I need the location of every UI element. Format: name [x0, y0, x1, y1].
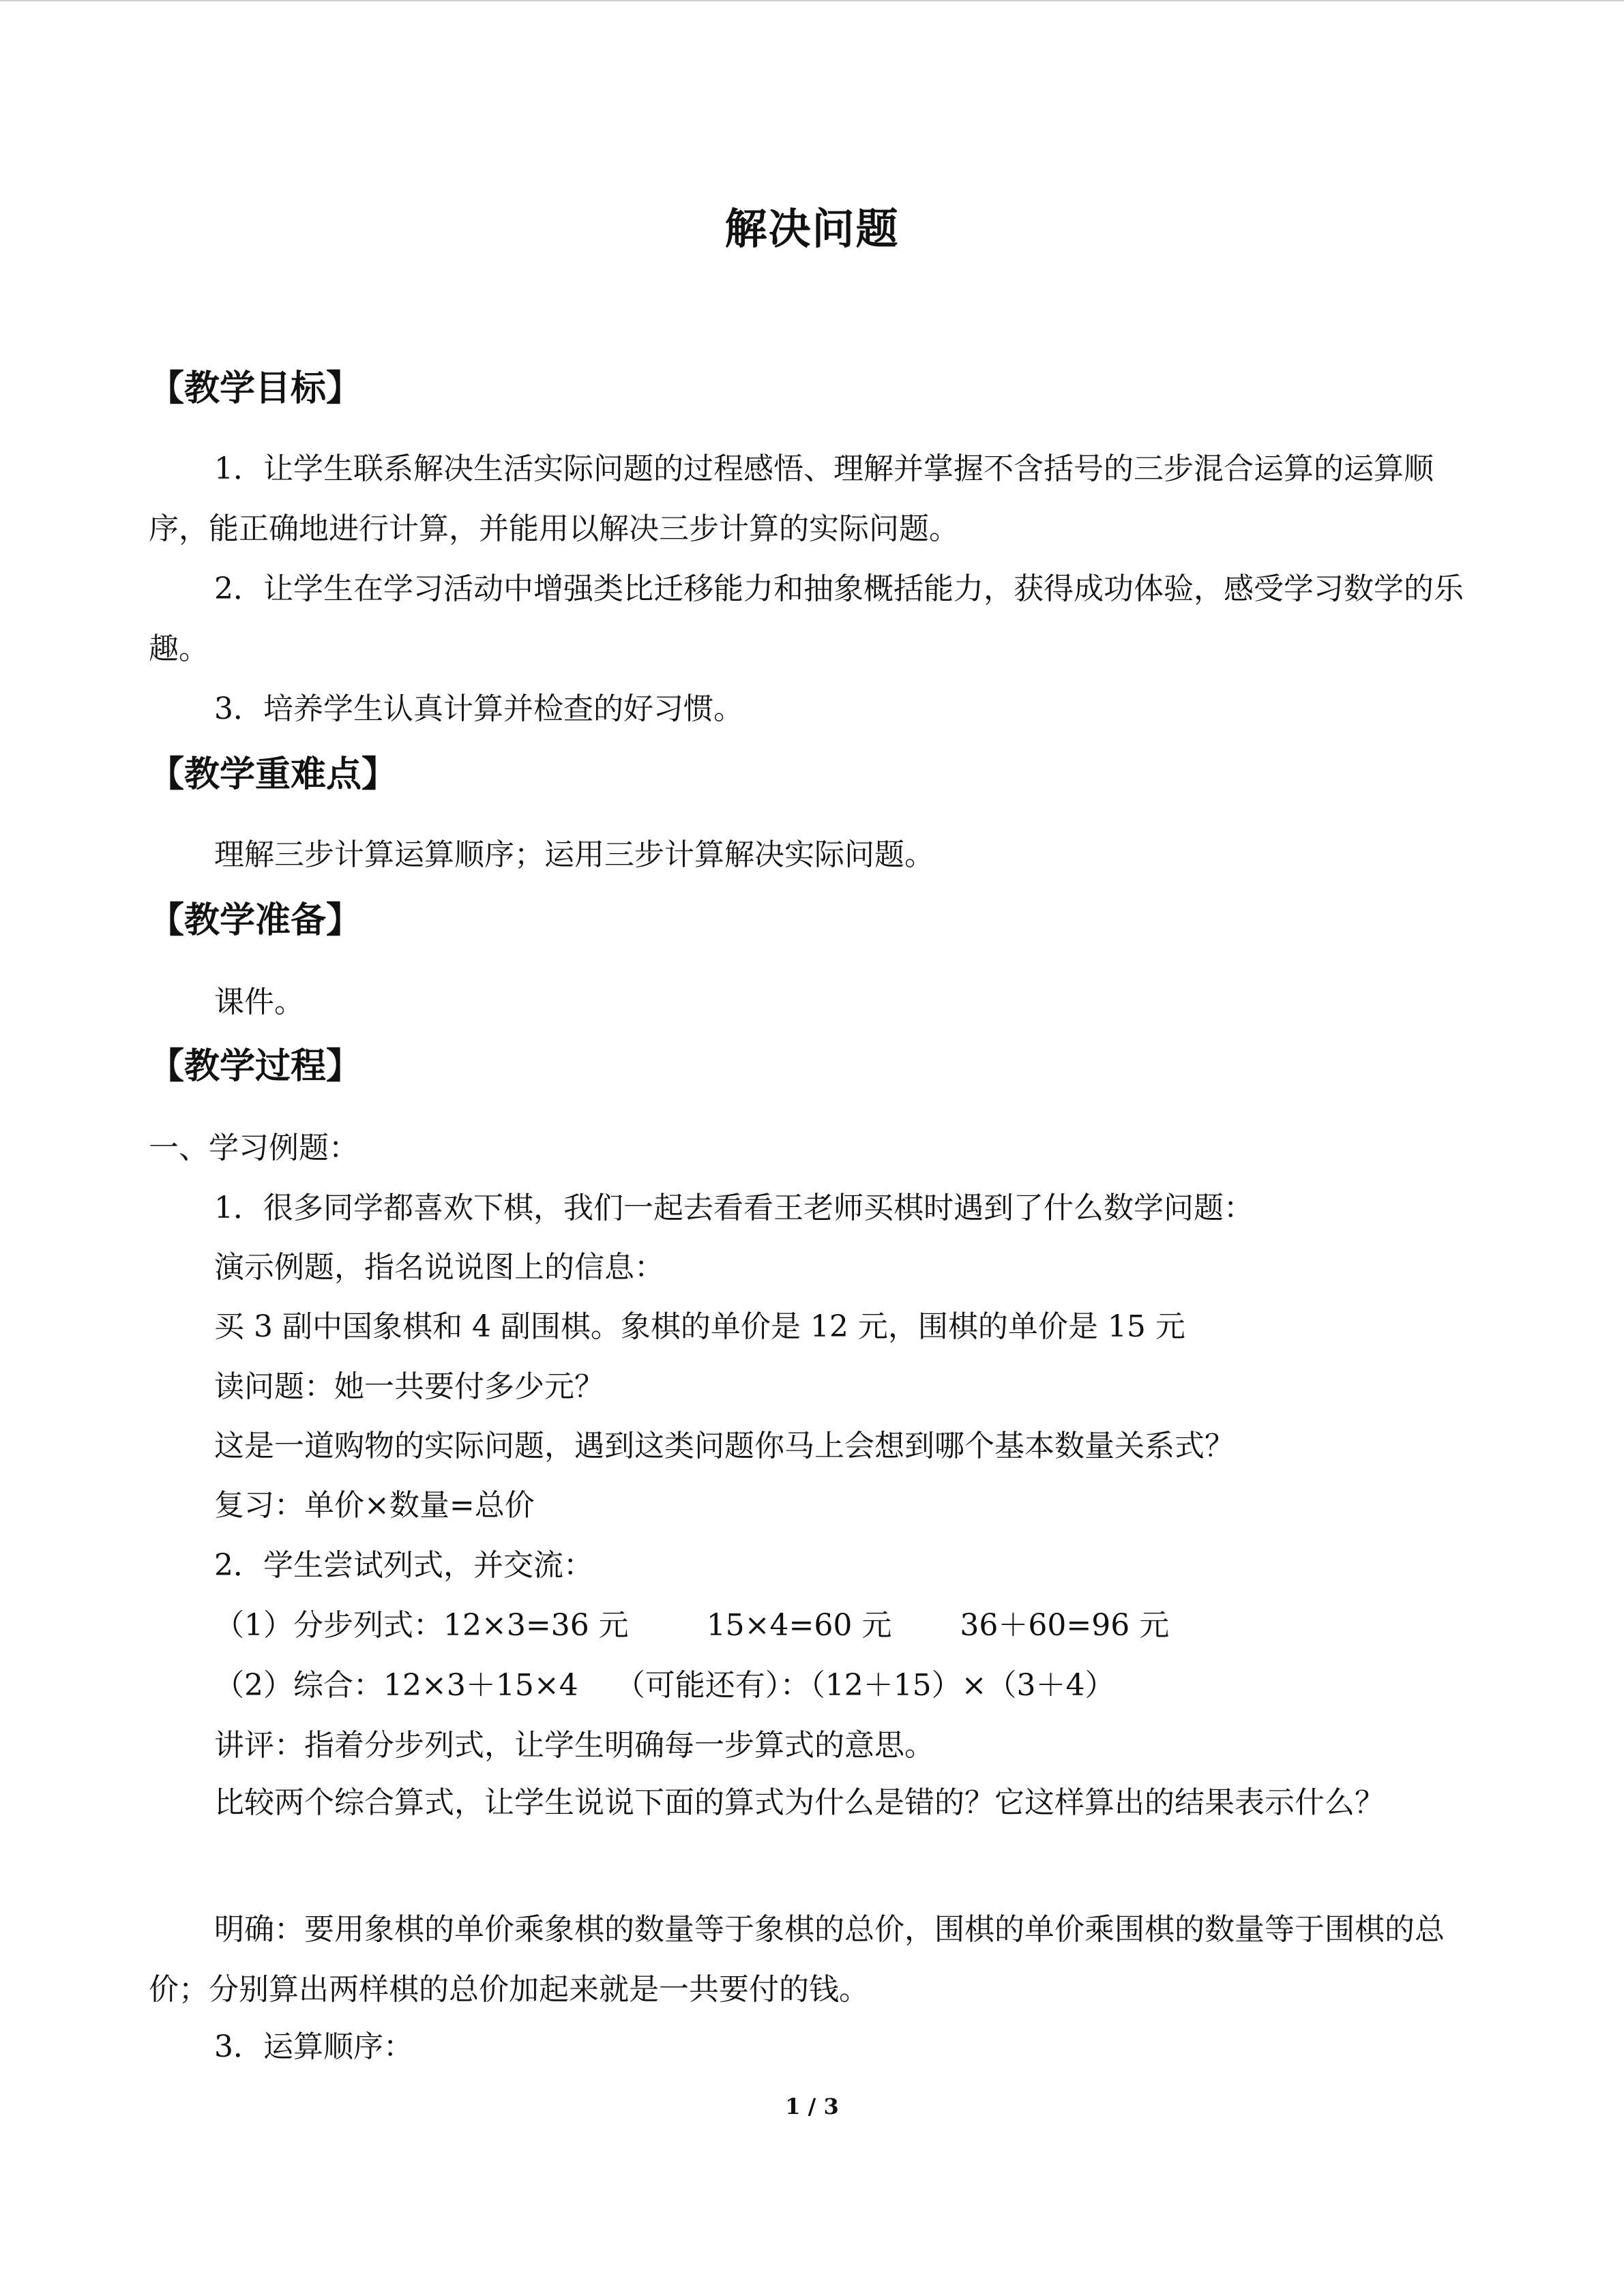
step-formula-2: 15×4=60 元	[706, 1608, 892, 1643]
process-line-5: 这是一道购物的实际问题，遇到这类问题你马上会想到哪个基本数量关系式？	[214, 1429, 1235, 1463]
process-line-12: 明确：要用象棋的单价乘象棋的数量等于象棋的总价，围棋的单价乘围棋的数量等于围棋的总价；分别算出两样棋的总价加起来就是一共要付的钱。	[149, 1912, 1445, 2007]
page-top-border	[0, 0, 1624, 1]
page-title: 解决问题	[724, 204, 900, 254]
process-line-3: 买 3 副中国象棋和 4 副围棋。象棋的单价是 12 元，围棋的单价是 15 元	[214, 1309, 1185, 1344]
process-line-9	[214, 1668, 1115, 1703]
heading-preparation: 【教学准备】	[149, 900, 362, 941]
process-line-10: 讲评：指着分步列式，让学生明确每一步算式的意思。	[214, 1728, 934, 1763]
process-line-7: 2．学生尝试列式，并交流：	[214, 1548, 593, 1583]
alternative-formula: （可能还有）：（12＋15）×（3＋4）	[615, 1668, 1115, 1703]
goal-item-3: 3．培养学生认真计算并检查的好习惯。	[214, 691, 743, 726]
process-line-2: 演示例题，指名说说图上的信息：	[214, 1250, 664, 1285]
combined-formula: （2）综合：12×3＋15×4	[214, 1668, 578, 1703]
page-number: 1 / 3	[785, 2093, 839, 2119]
process-line-1: 1．很多同学都喜欢下棋，我们一起去看看王老师买棋时遇到了什么数学问题：	[214, 1191, 1254, 1225]
process-line-13: 3．运算顺序：	[214, 2029, 413, 2064]
preparation-text: 课件。	[214, 985, 304, 1019]
process-line-6: 复习：单价×数量=总价	[214, 1488, 535, 1523]
heading-key-difficulties: 【教学重难点】	[149, 754, 398, 795]
process-line-8	[214, 1608, 1170, 1643]
heading-teaching-goals: 【教学目标】	[149, 368, 362, 409]
difficulty-text: 理解三步计算运算顺序；运用三步计算解决实际问题。	[214, 837, 934, 872]
goal-item-2: 2．让学生在学习活动中增强类比迁移能力和抽象概括能力，获得成功体验，感受学习数学的乐趣。	[149, 571, 1464, 666]
step-formula-1: （1）分步列式：12×3=36 元	[214, 1608, 629, 1643]
process-line-11: 比较两个综合算式，让学生说说下面的算式为什么是错的？它这样算出的结果表示什么？	[214, 1785, 1385, 1820]
step-formula-3: 36＋60=96 元	[960, 1608, 1170, 1643]
process-line-4: 读问题：她一共要付多少元？	[214, 1369, 604, 1404]
heading-teaching-process: 【教学过程】	[149, 1046, 362, 1087]
goal-item-1: 1．让学生联系解决生活实际问题的过程感悟、理解并掌握不含括号的三步混合运算的运算顺序，能正确地进行计算，并能用以解决三步计算的实际问题。	[149, 451, 1434, 546]
process-part-1: 一、学习例题：	[149, 1131, 359, 1165]
